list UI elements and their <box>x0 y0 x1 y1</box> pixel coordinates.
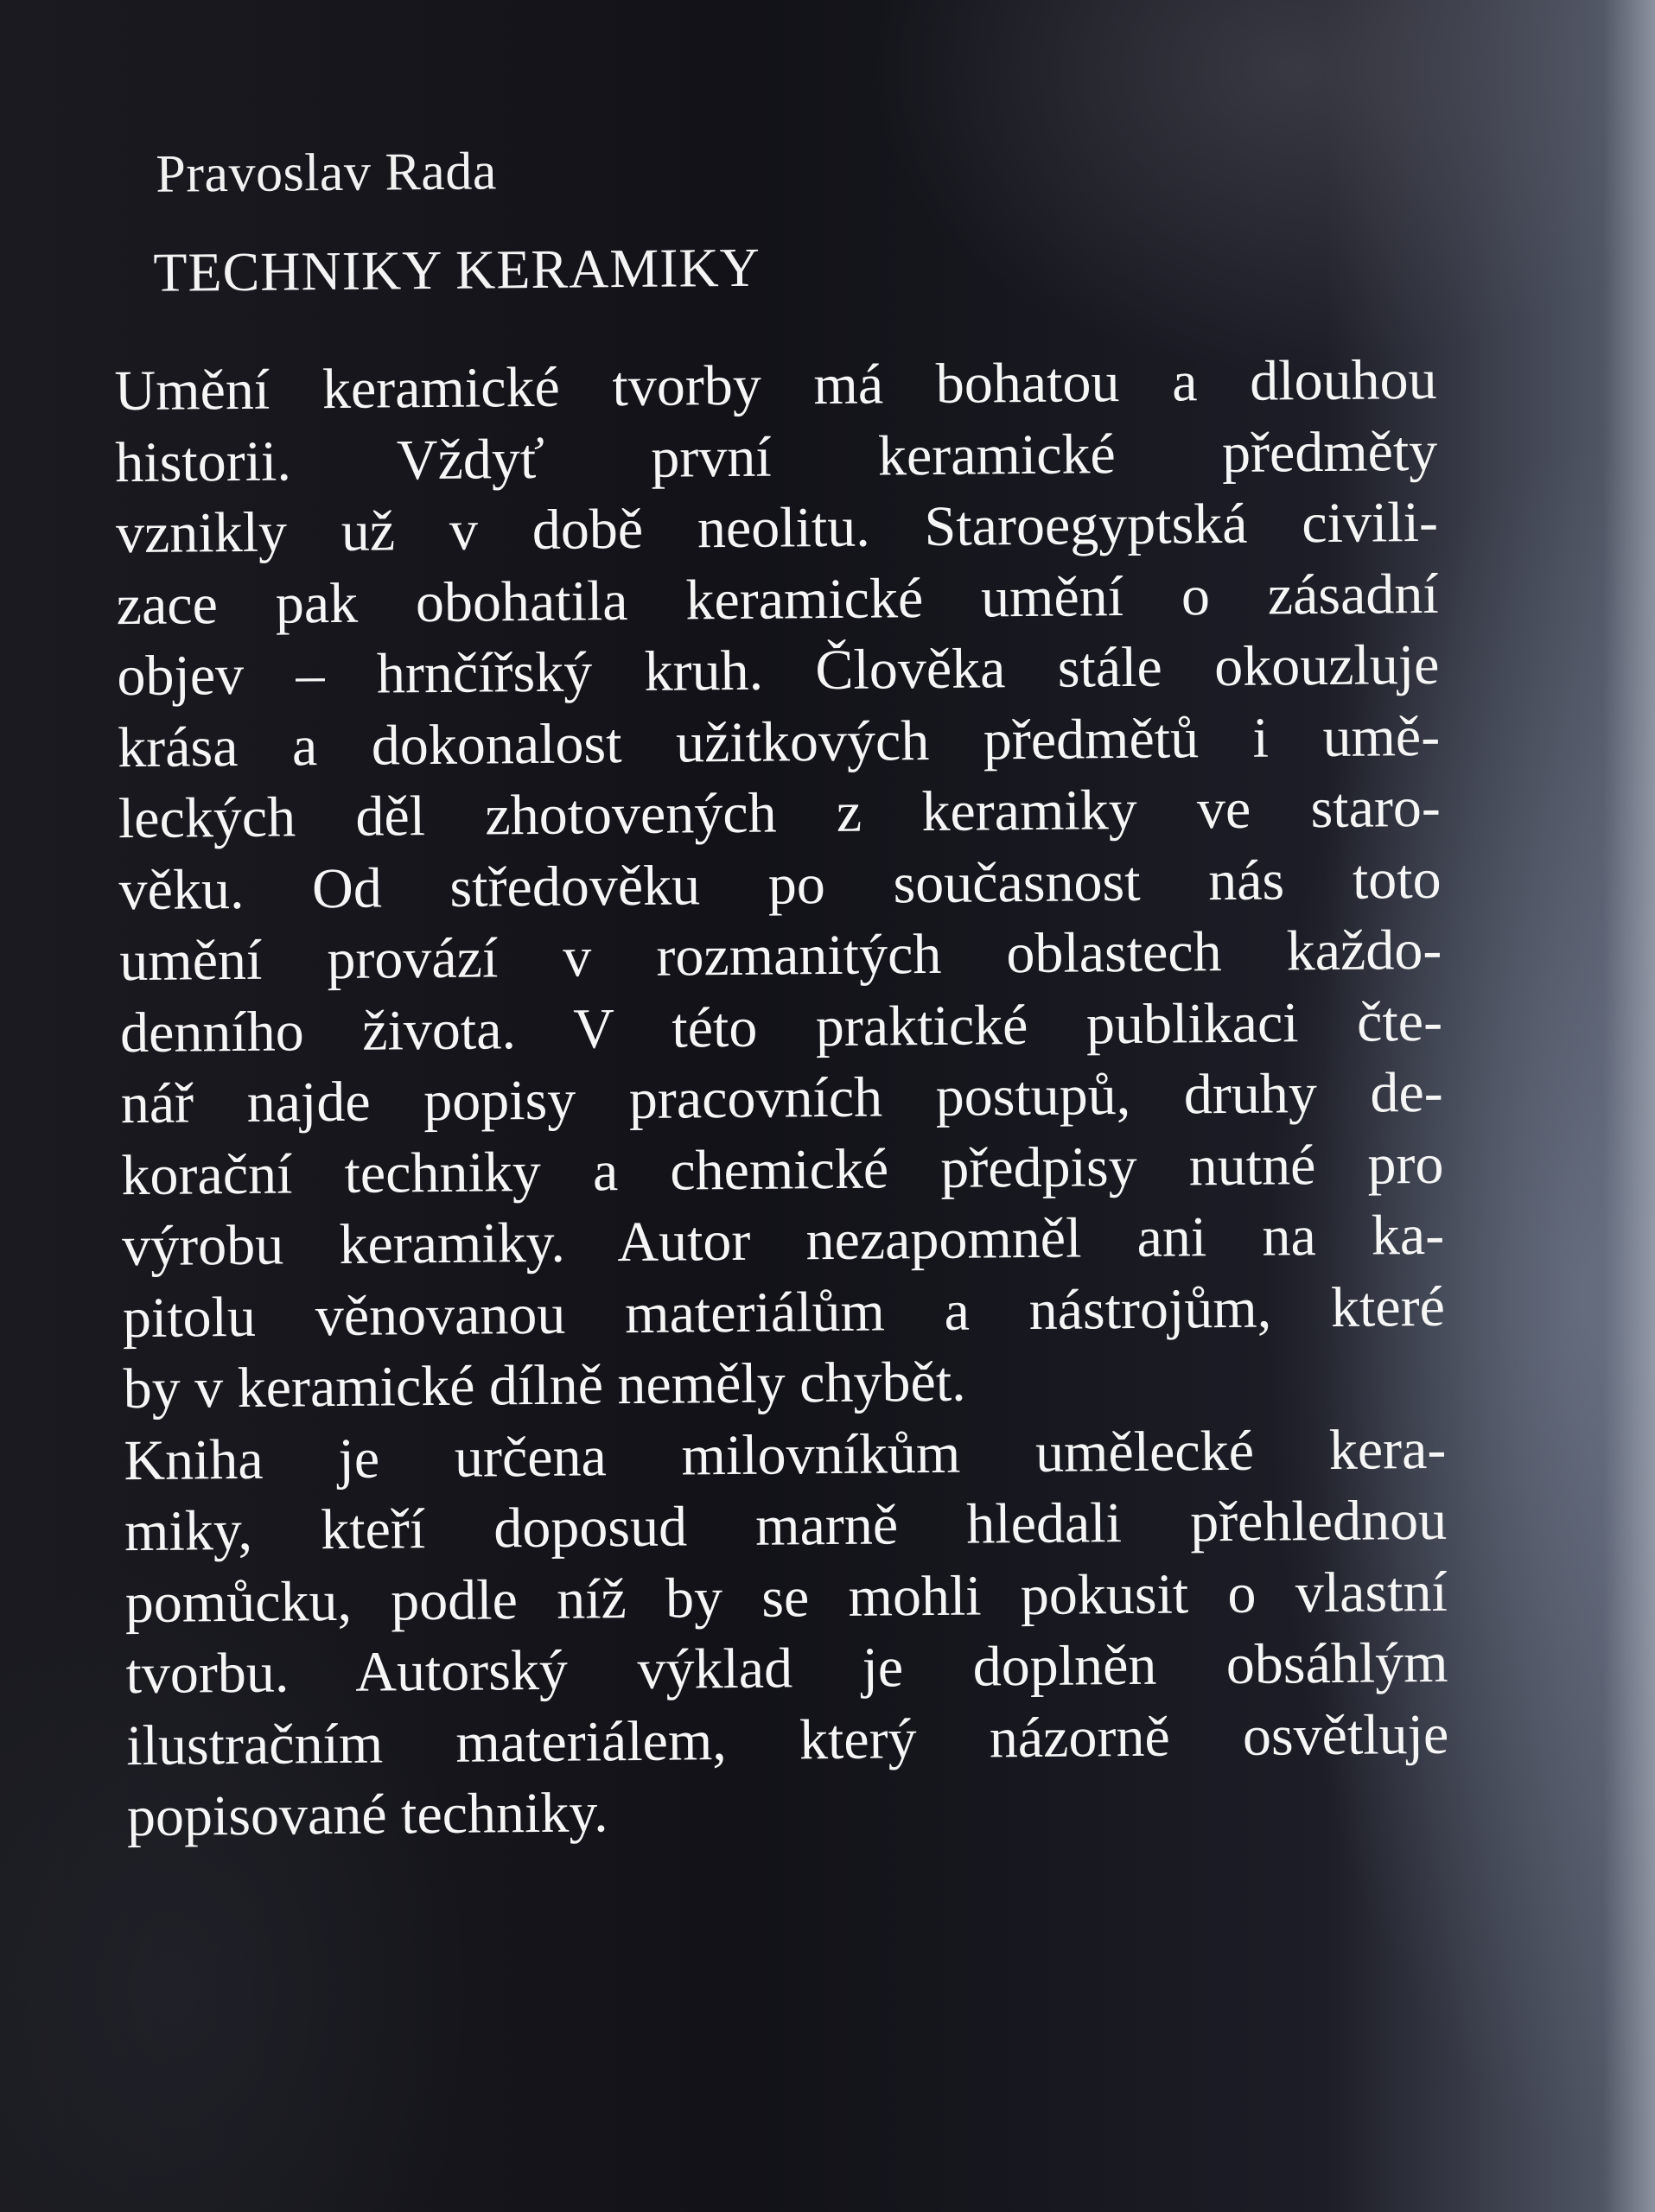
blurb-line: zace pak obohatila keramické umění o zásadní <box>116 562 1439 637</box>
book-title: TECHNIKY KERAMIKY <box>153 236 761 303</box>
blurb-line: historii. Vždyť první keramické předměty <box>114 419 1438 494</box>
blurb-line: denního života. V této praktické publikaci čte- <box>119 989 1443 1065</box>
blurb-line: korační techniky a chemické předpisy nutné pro <box>121 1132 1444 1207</box>
blurb-line: pomůcku, podle níž by se mohli pokusit o vlastní <box>124 1560 1448 1635</box>
blurb-text <box>114 345 1449 1853</box>
blurb-line: Kniha je určena milovníkům umělecké kera- <box>124 1417 1447 1492</box>
blurb-line: ilustračním materiálem, který názorně osvětluje <box>125 1702 1449 1777</box>
blurb-line: popisované techniky. <box>126 1781 608 1849</box>
blurb-line: vznikly už v době neolitu. Staroegyptská civili- <box>115 490 1439 566</box>
blurb-line: leckých děl zhotovených z keramiky ve staro- <box>118 775 1442 851</box>
blurb-line: krása a dokonalost užitkových předmětů i umě- <box>117 704 1441 779</box>
blurb-line: tvorbu. Autorský výklad je doplněn obsáhlým <box>125 1630 1448 1707</box>
blurb-line: miky, kteří doposud marně hledali přehlednou <box>124 1488 1448 1564</box>
blurb-line: výrobu keramiky. Autor nezapomněl ani na ka- <box>121 1203 1445 1279</box>
blurb-line: objev – hrnčířský kruh. Člověka stále okouzluje <box>117 632 1440 709</box>
blurb-line: Umění keramické tvorby má bohatou a dlouhou <box>114 347 1437 423</box>
blurb-line: pitolu věnovanou materiálům a nástrojům, které <box>122 1274 1446 1350</box>
blurb-line: věku. Od středověku po současnost nás toto <box>118 847 1442 922</box>
author-name: Pravoslav Rada <box>156 142 498 204</box>
blurb-line: umění provází v rozmanitých oblastech každo- <box>119 918 1442 994</box>
blurb-line: nář najde popisy pracovních postupů, druhy de- <box>120 1060 1444 1136</box>
blurb-line: by v keramické dílně neměly chybět. <box>123 1350 966 1421</box>
